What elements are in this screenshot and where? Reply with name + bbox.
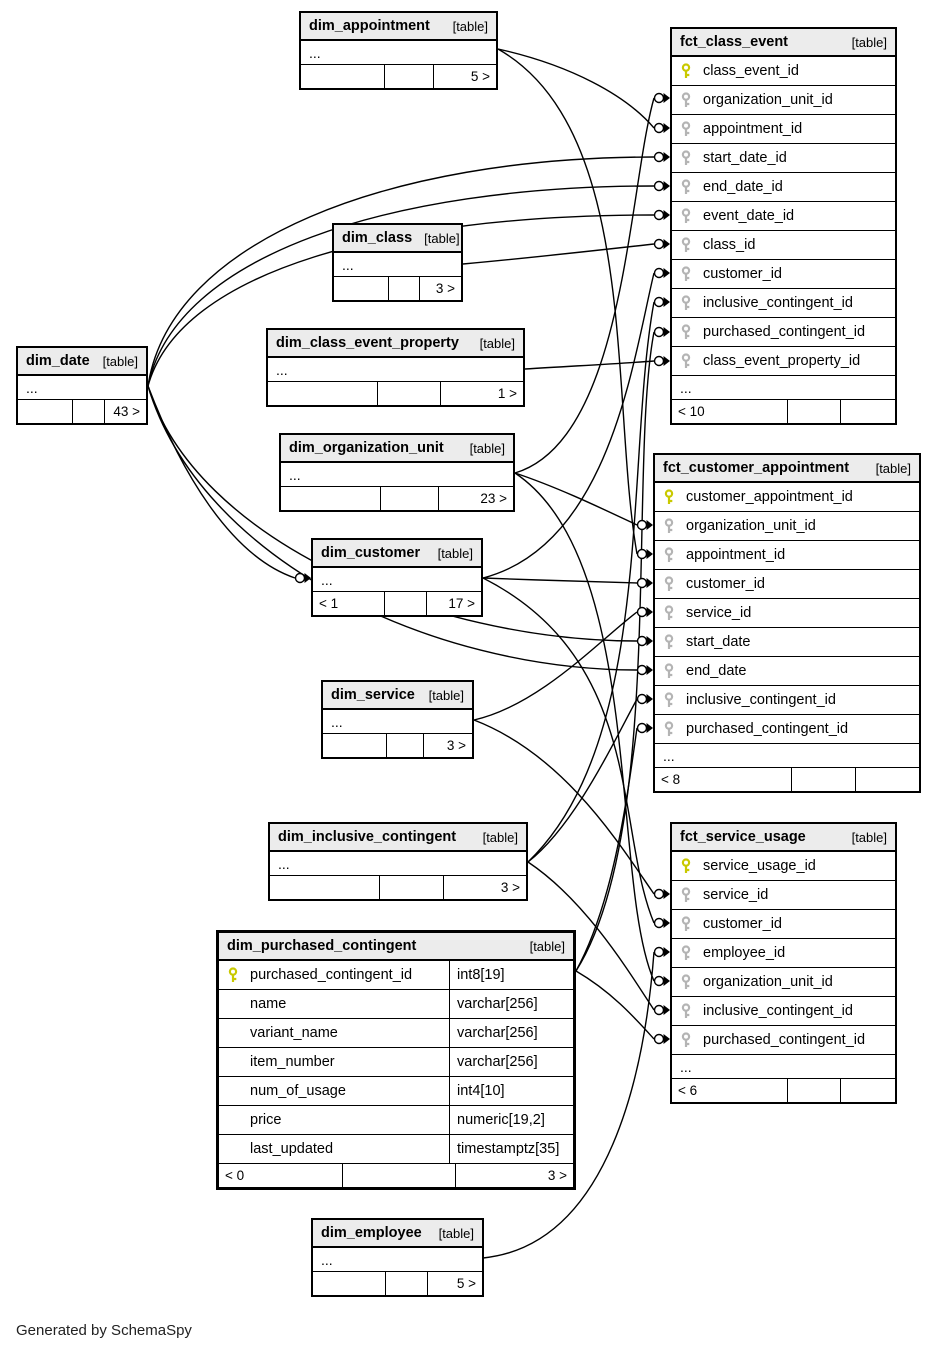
table-header (334, 225, 461, 253)
key-icon-slot (680, 121, 693, 138)
column-row (672, 1026, 895, 1055)
degree-cell (788, 1079, 842, 1102)
table-header (281, 435, 513, 463)
table-degree-footer (672, 1079, 895, 1102)
key-icon-slot (663, 663, 676, 680)
edge-circle-marker (655, 357, 664, 366)
hidden-columns-ellipsis: ... (323, 710, 472, 734)
table-dim_inclusive_contingent[interactable] (268, 822, 528, 901)
column-name: start_date_id (703, 150, 787, 166)
column-name: service_usage_id (703, 858, 816, 874)
degree-cell: 3 > (547, 1168, 567, 1183)
edge-circle-marker (655, 1035, 664, 1044)
foreign-key-icon (663, 721, 675, 738)
foreign-key-icon (680, 179, 692, 196)
column-name: service_id (686, 605, 752, 621)
table-title[interactable]: dim_service (331, 687, 415, 703)
table-degree-footer (219, 1164, 573, 1187)
degree-cell (788, 400, 842, 423)
foreign-key-icon (680, 1032, 692, 1049)
edge-circle-marker (655, 240, 664, 249)
table-dim_date[interactable] (16, 346, 148, 425)
degree-cell (386, 1272, 428, 1295)
edge-date-customer (148, 386, 295, 578)
table-type-label: [table] (875, 460, 911, 476)
foreign-key-icon (663, 547, 675, 564)
foreign-key-icon (680, 150, 692, 167)
edge-org-fce (515, 98, 654, 473)
table-header (18, 348, 146, 376)
edge-appointment-fca (498, 49, 637, 554)
table-title[interactable]: dim_class_event_property (276, 335, 459, 351)
key-icon-slot (680, 295, 693, 312)
table-type-label: [table] (424, 230, 460, 246)
column-row (219, 1135, 573, 1164)
column-name: price (250, 1112, 282, 1128)
edge-circle-marker (638, 724, 647, 733)
column-type: timestamptz[35] (449, 1135, 573, 1163)
column-name: organization_unit_id (703, 974, 833, 990)
key-icon-slot (680, 63, 693, 80)
degree-cell (378, 382, 442, 405)
table-dim_service[interactable] (321, 680, 474, 759)
foreign-key-icon (663, 692, 675, 709)
hidden-columns-ellipsis: ... (18, 376, 146, 400)
degree-cell: 3 > (446, 738, 466, 753)
column-row (655, 686, 919, 715)
table-degree-footer (323, 734, 472, 757)
degree-cell (380, 876, 444, 899)
table-header (655, 455, 919, 483)
edge-circle-marker (655, 182, 664, 191)
degree-cell: 5 > (470, 69, 490, 84)
foreign-key-icon (680, 295, 692, 312)
column-name: item_number (250, 1054, 335, 1070)
degree-cell (73, 400, 105, 423)
degree-cell (387, 734, 424, 757)
table-header (219, 933, 573, 961)
table-header (672, 824, 895, 852)
table-type-label: [table] (851, 34, 887, 50)
edge-circle-marker (655, 269, 664, 278)
table-degree-footer (672, 400, 895, 423)
table-title[interactable]: dim_inclusive_contingent (278, 829, 457, 845)
edge-circle-marker (638, 521, 647, 530)
key-icon-slot (680, 1003, 693, 1020)
column-row (672, 852, 895, 881)
hidden-columns-ellipsis: ... (301, 41, 496, 65)
generator-note: Generated by SchemaSpy (16, 1322, 192, 1339)
table-type-label: [table] (469, 440, 505, 456)
column-row (219, 1106, 573, 1135)
foreign-key-icon (680, 887, 692, 904)
foreign-key-icon (680, 974, 692, 991)
column-name: service_id (703, 887, 769, 903)
column-type: int4[10] (449, 1077, 573, 1105)
table-title[interactable]: dim_employee (321, 1225, 422, 1241)
degree-cell (18, 400, 73, 423)
column-type: varchar[256] (449, 1048, 573, 1076)
edge-purchased-fsu (576, 971, 654, 1039)
column-name: purchased_contingent_id (703, 324, 866, 340)
foreign-key-icon (663, 634, 675, 651)
column-row (655, 715, 919, 744)
key-icon-slot (680, 237, 693, 254)
key-icon-slot (680, 916, 693, 933)
column-row (672, 202, 895, 231)
column-name: variant_name (250, 1025, 338, 1041)
table-type-label: [table] (438, 1225, 474, 1241)
table-degree-footer (655, 768, 919, 791)
degree-cell: 1 > (497, 386, 517, 401)
hidden-columns-ellipsis: ... (672, 376, 895, 400)
column-row (655, 541, 919, 570)
column-type: varchar[256] (449, 1019, 573, 1047)
table-degree-footer (18, 400, 146, 423)
key-icon-slot (663, 634, 676, 651)
foreign-key-icon (680, 916, 692, 933)
table-dim_class_event_property[interactable] (266, 328, 525, 407)
column-row (672, 910, 895, 939)
degree-cell: 3 > (435, 281, 455, 296)
edge-org-fca (515, 473, 637, 525)
column-name: customer_id (686, 576, 765, 592)
table-title[interactable]: fct_service_usage (680, 829, 806, 845)
edge-circle-marker (655, 977, 664, 986)
degree-cell: < 10 (672, 400, 788, 423)
degree-cell: < 0 (219, 1164, 343, 1187)
column-row (672, 968, 895, 997)
table-type-label: [table] (452, 18, 488, 34)
degree-cell (381, 487, 439, 510)
table-header (268, 330, 523, 358)
table-degree-footer (313, 592, 481, 615)
key-icon-slot (680, 1032, 693, 1049)
edge-service-fca (474, 612, 637, 720)
key-icon-slot (663, 547, 676, 564)
edge-circle-marker (655, 124, 664, 133)
table-dim_organization_unit[interactable] (279, 433, 515, 512)
column-row (672, 997, 895, 1026)
column-name: inclusive_contingent_id (686, 692, 836, 708)
edge-circle-marker (655, 94, 664, 103)
column-type: numeric[19,2] (449, 1106, 573, 1134)
key-icon-slot (680, 887, 693, 904)
key-icon-slot (680, 324, 693, 341)
key-icon-slot (680, 974, 693, 991)
table-dim_appointment[interactable] (299, 11, 498, 90)
edge-purchased-fca (576, 728, 637, 971)
table-title[interactable]: dim_purchased_contingent (227, 938, 417, 954)
column-row (219, 1019, 573, 1048)
column-row (655, 657, 919, 686)
column-row (672, 57, 895, 86)
column-name: employee_id (703, 945, 786, 961)
table-fct_customer_appointment[interactable] (653, 453, 921, 793)
key-icon-slot (680, 945, 693, 962)
column-type: int8[19] (449, 961, 573, 989)
edge-circle-marker (638, 608, 647, 617)
column-name: inclusive_contingent_id (703, 1003, 853, 1019)
column-name: customer_id (703, 266, 782, 282)
degree-cell (385, 592, 427, 615)
key-icon-slot (663, 721, 676, 738)
column-name: class_event_id (703, 63, 799, 79)
column-name: purchased_contingent_id (686, 721, 849, 737)
table-degree-footer (270, 876, 526, 899)
key-icon-slot (663, 489, 676, 506)
degree-cell: < 8 (655, 768, 792, 791)
table-header (313, 540, 481, 568)
edge-customer-fce (483, 273, 654, 578)
degree-cell (270, 876, 380, 899)
column-name: purchased_contingent_id (250, 967, 413, 983)
edge-circle-marker (638, 666, 647, 675)
edge-appointment-fce (498, 49, 654, 128)
hidden-columns-ellipsis: ... (334, 253, 461, 277)
edge-circle-marker (638, 579, 647, 588)
key-icon-slot (680, 858, 693, 875)
column-name: event_date_id (703, 208, 795, 224)
degree-cell (323, 734, 387, 757)
hidden-columns-ellipsis: ... (270, 852, 526, 876)
primary-key-icon (227, 967, 239, 984)
table-degree-footer (268, 382, 523, 405)
degree-cell (301, 65, 385, 88)
key-icon-slot (680, 266, 693, 283)
edge-circle-marker (655, 153, 664, 162)
column-row (655, 483, 919, 512)
foreign-key-icon (680, 266, 692, 283)
foreign-key-icon (663, 576, 675, 593)
foreign-key-icon (663, 605, 675, 622)
degree-cell (841, 1079, 895, 1102)
foreign-key-icon (680, 208, 692, 225)
table-degree-footer (281, 487, 513, 510)
column-row (672, 231, 895, 260)
degree-cell: 5 > (456, 1276, 476, 1291)
column-type: varchar[256] (449, 990, 573, 1018)
degree-cell: 43 > (113, 404, 140, 419)
table-type-label: [table] (529, 938, 565, 954)
foreign-key-icon (680, 353, 692, 370)
column-row (672, 939, 895, 968)
table-dim_customer[interactable] (311, 538, 483, 617)
column-name: organization_unit_id (703, 92, 833, 108)
edge-org-fsu (515, 473, 654, 981)
table-dim_class[interactable] (332, 223, 463, 302)
degree-cell (281, 487, 381, 510)
column-row (672, 115, 895, 144)
foreign-key-icon (680, 92, 692, 109)
edge-circle-marker (655, 948, 664, 957)
column-row (219, 1077, 573, 1106)
edge-circle-marker (655, 328, 664, 337)
degree-cell (841, 400, 895, 423)
foreign-key-icon (663, 663, 675, 680)
edge-customer-fca (483, 578, 637, 583)
key-icon-slot (680, 208, 693, 225)
column-row (672, 173, 895, 202)
table-dim_purchased_contingent[interactable] (216, 930, 576, 1190)
column-name: num_of_usage (250, 1083, 346, 1099)
table-title[interactable]: fct_class_event (680, 34, 789, 50)
table-type-label: [table] (479, 335, 515, 351)
hidden-columns-ellipsis: ... (672, 1055, 895, 1079)
column-name: customer_id (703, 916, 782, 932)
foreign-key-icon (663, 518, 675, 535)
edge-circle-marker (296, 574, 305, 583)
key-icon-slot (680, 92, 693, 109)
hidden-columns-ellipsis: ... (313, 568, 481, 592)
table-type-label: [table] (851, 829, 887, 845)
edge-circle-marker (655, 1006, 664, 1015)
table-header (313, 1220, 482, 1248)
column-row (672, 318, 895, 347)
table-header (323, 682, 472, 710)
table-degree-footer (313, 1272, 482, 1295)
foreign-key-icon (680, 324, 692, 341)
degree-cell (313, 1272, 386, 1295)
table-title[interactable]: dim_class (342, 230, 413, 246)
degree-cell (385, 65, 434, 88)
table-title[interactable]: dim_organization_unit (289, 440, 444, 456)
hidden-columns-ellipsis: ... (268, 358, 523, 382)
table-type-label: [table] (482, 829, 518, 845)
table-degree-footer (301, 65, 496, 88)
key-icon-slot (680, 150, 693, 167)
degree-cell (856, 768, 919, 791)
table-fct_service_usage[interactable] (670, 822, 897, 1104)
column-name: inclusive_contingent_id (703, 295, 853, 311)
column-name: name (250, 996, 287, 1012)
column-name: appointment_id (703, 121, 803, 137)
column-name: class_event_property_id (703, 353, 861, 369)
table-dim_employee[interactable] (311, 1218, 484, 1297)
key-icon-slot (663, 692, 676, 709)
column-name: purchased_contingent_id (703, 1032, 866, 1048)
primary-key-icon (680, 858, 692, 875)
key-icon-slot (227, 967, 240, 984)
edge-circle-marker (638, 550, 647, 559)
table-header (672, 29, 895, 57)
column-name: class_id (703, 237, 756, 253)
column-row (672, 881, 895, 910)
degree-cell (792, 768, 855, 791)
foreign-key-icon (680, 1003, 692, 1020)
table-fct_class_event[interactable] (670, 27, 897, 425)
table-title[interactable]: fct_customer_appointment (663, 460, 850, 476)
column-name: end_date (686, 663, 747, 679)
column-row (672, 289, 895, 318)
column-name: appointment_id (686, 547, 786, 563)
degree-cell (343, 1164, 456, 1187)
column-name: customer_appointment_id (686, 489, 853, 505)
degree-cell: < 6 (672, 1079, 788, 1102)
column-row (672, 86, 895, 115)
degree-cell (389, 277, 421, 300)
edge-circle-marker (655, 890, 664, 899)
column-row (219, 1048, 573, 1077)
column-row (655, 628, 919, 657)
column-name: organization_unit_id (686, 518, 816, 534)
table-title[interactable]: dim_customer (321, 545, 421, 561)
table-header (301, 13, 496, 41)
primary-key-icon (680, 63, 692, 80)
table-type-label: [table] (102, 353, 138, 369)
table-type-label: [table] (428, 687, 464, 703)
column-row (655, 570, 919, 599)
key-icon-slot (663, 518, 676, 535)
degree-cell: 3 > (500, 880, 520, 895)
column-row (672, 260, 895, 289)
primary-key-icon (663, 489, 675, 506)
column-name: start_date (686, 634, 751, 650)
foreign-key-icon (680, 121, 692, 138)
table-title[interactable]: dim_appointment (309, 18, 430, 34)
key-icon-slot (680, 353, 693, 370)
key-icon-slot (680, 179, 693, 196)
foreign-key-icon (680, 237, 692, 254)
foreign-key-icon (680, 945, 692, 962)
column-name: end_date_id (703, 179, 783, 195)
degree-cell: < 1 (313, 592, 385, 615)
column-row (219, 961, 573, 990)
degree-cell (334, 277, 389, 300)
degree-cell (268, 382, 378, 405)
column-row (672, 144, 895, 173)
key-icon-slot (663, 605, 676, 622)
hidden-columns-ellipsis: ... (313, 1248, 482, 1272)
table-header (270, 824, 526, 852)
table-type-label: [table] (437, 545, 473, 561)
hidden-columns-ellipsis: ... (281, 463, 513, 487)
column-row (655, 599, 919, 628)
column-row (672, 347, 895, 376)
column-row (655, 512, 919, 541)
column-name: last_updated (250, 1141, 334, 1157)
table-title[interactable]: dim_date (26, 353, 90, 369)
edge-circle-marker (638, 695, 647, 704)
hidden-columns-ellipsis: ... (655, 744, 919, 768)
table-degree-footer (334, 277, 461, 300)
edge-circle-marker (655, 211, 664, 220)
edge-circle-marker (655, 298, 664, 307)
degree-cell: 23 > (480, 491, 507, 506)
edge-circle-marker (655, 919, 664, 928)
column-row (219, 990, 573, 1019)
key-icon-slot (663, 576, 676, 593)
edge-circle-marker (638, 637, 647, 646)
degree-cell: 17 > (448, 596, 475, 611)
